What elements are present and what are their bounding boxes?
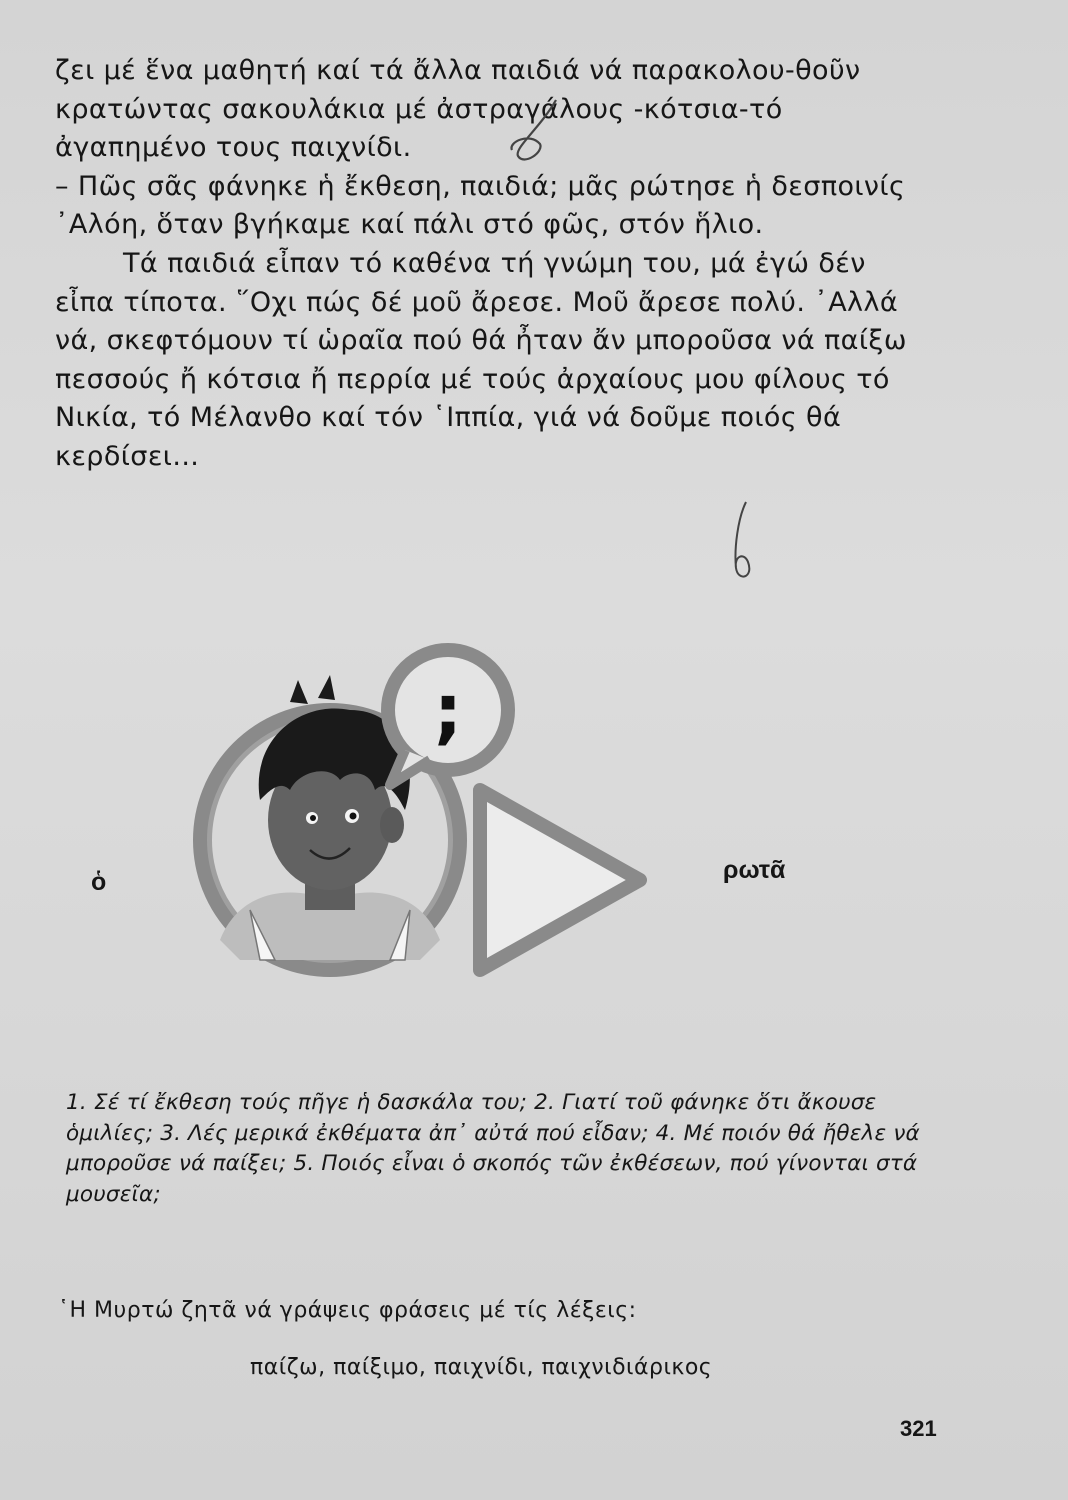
paragraph-2: – Πῶς σᾶς φάνηκε ἡ ἔκθεση, παιδιά; μᾶς ρώτησε ἡ δεσποινίς ᾿Αλόη, ὅταν βγήκαμε καί πάλι στό φῶς, στόν ἥλιο.: [55, 170, 906, 241]
arrow-shape: [480, 790, 640, 970]
comprehension-questions: 1. Σέ τί ἔκθεση τούς πῆγε ἡ δασκάλα του; 2. Γιατί τοῦ φάνηκε ὅτι ἄκουσε ὁμιλίες; 3. Λές μερικά ἐκθέματα ἀπ᾿ αὐτά πού εἶδαν; 4. Μέ ποιόν θά ἤθελε νά μποροῦσε νά παίξει; 5. Ποιός εἶναι ὁ σκοπός τῶν ἐκθέσεων, πού γίνονται στά μουσεῖα;: [66, 1090, 920, 1207]
story-text: [55, 52, 925, 477]
pencil-check-mark: [500, 92, 560, 172]
paragraph-3: Τά παιδιά εἶπαν τό καθένα τή γνώμη του, μά ἐγώ δέν εἶπα τίποτα. ῞Οχι πώς δέ μοῦ ἄρεσε. Μοῦ ἄρεσε πολύ. ᾿Αλλά νά, σκεφτόμουν τί ὡραῖα πού θά ἦταν ἄν μποροῦσα νά παίξω πεσσούς ἤ κότσια ἤ περρία μέ τούς ἀρχαίους μου φίλους τό Νικία, τό Μέλανθο καί τόν ῾Ιππία, γιά νά δοῦμε ποιός θά κερδίσει...: [55, 247, 907, 472]
illustration-right-label: ρωτᾶ: [723, 856, 786, 884]
page-number: 321: [900, 1416, 937, 1441]
boy-asks-illustration: [180, 640, 680, 980]
exercise-words: παίζω, παίξιμο, παιχνίδι, παιχνιδιάρικος: [250, 1355, 713, 1380]
exercise-instruction: ῾Η Μυρτώ ζητᾶ νά γράψεις φράσεις μέ τίς λέξεις:: [58, 1298, 637, 1323]
pencil-b-mark: [718, 498, 758, 588]
question-mark-symbol: ;: [433, 668, 463, 752]
illustration-left-label: ὁ: [91, 868, 107, 896]
paragraph-1: ζει μέ ἕνα μαθητή καί τά ἄλλα παιδιά νά παρακολου-θοῦν κρατώντας σακουλάκια μέ ἀστραγάλους -κότσια-τό ἀγαπημένο τους παιχνίδι.: [55, 55, 861, 164]
